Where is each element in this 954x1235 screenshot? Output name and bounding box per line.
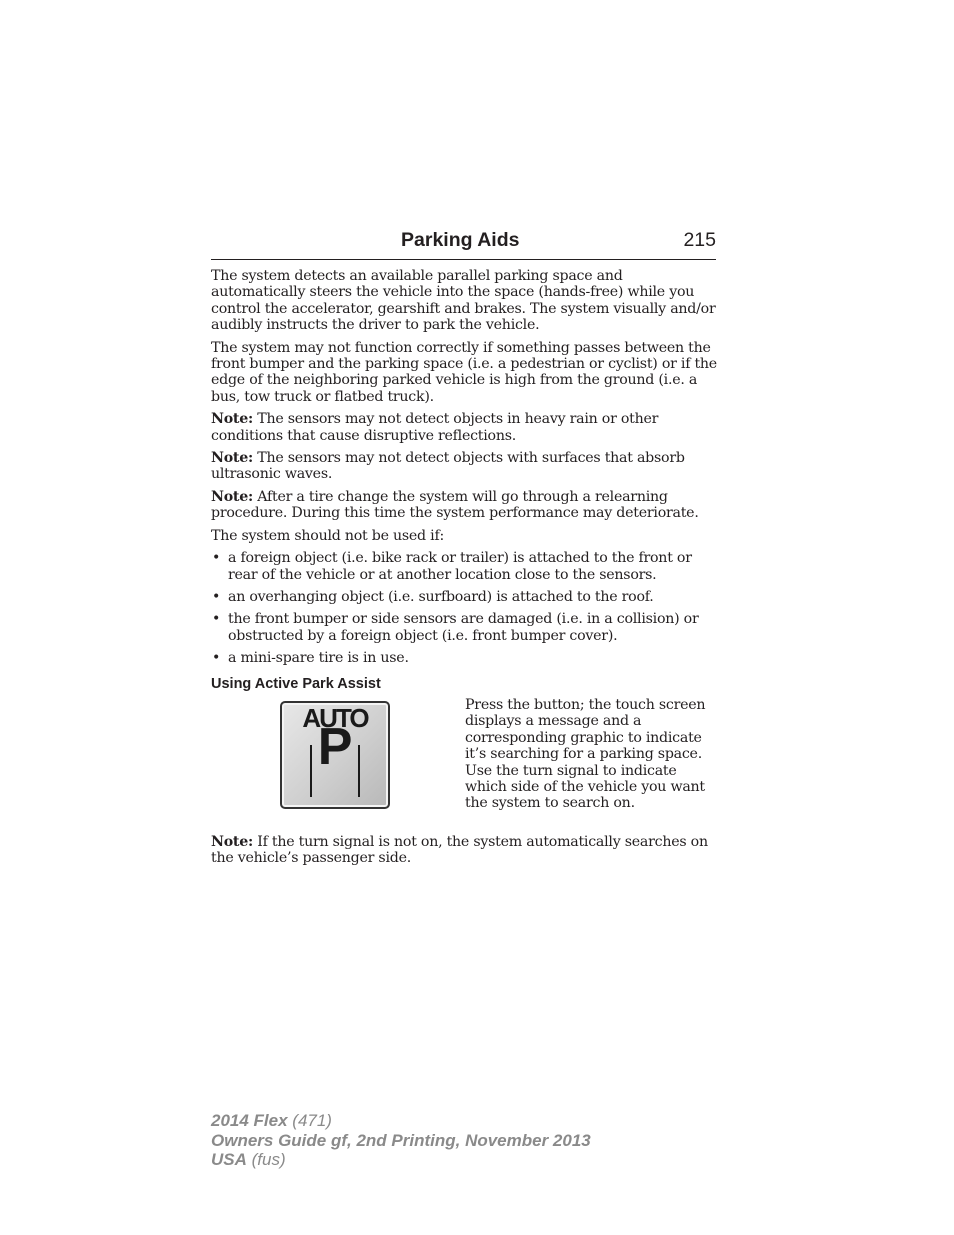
footer-model: 2014 Flex [211, 1111, 288, 1130]
page-header [211, 229, 716, 260]
footer-guide-line [211, 1131, 591, 1151]
list-item: • a mini-spare tire is in use. [211, 650, 721, 666]
note-label: Note: [211, 450, 253, 467]
note-text: The sensors may not detect objects with surfaces that absorb ultrasonic waves. [211, 450, 685, 483]
footer-market-line [211, 1150, 591, 1170]
note-text: If the turn signal is not on, the system automatically searches on the vehicle’s passenger side. [211, 833, 708, 867]
button-description: Press the button; the touch screen displays a message and a corresponding graphic to indicate it’s searching for a parking space. Use the turn signal to indicate which side of the vehicle you want the system to search on. [465, 696, 706, 812]
parking-p-icon [310, 717, 360, 797]
footer-model-line [211, 1111, 591, 1131]
note-text: After a tire change the system will go through a relearning procedure. During this time the system performance may deteriorate. [211, 488, 699, 522]
footer-market: USA [211, 1150, 247, 1169]
list-item: • an overhanging object (i.e. surfboard) is attached to the roof. [211, 589, 721, 605]
note [211, 411, 721, 444]
note [211, 489, 721, 522]
paragraph: The system detects an available parallel parking space and automatically steers the vehicle into the space (hands-free) while you control the accelerator, gearshift and brakes. The system visually and/or audibly instructs the driver to park the vehicle. [211, 268, 716, 334]
p-label: P [317, 717, 353, 776]
paragraph: The system may not function correctly if something passes between the front bumper and the parking space (i.e. a pedestrian or cyclist) or if the edge of the neighboring parked vehicle is high from the ground (i.e. a bus, tow truck or flatbed truck). [211, 339, 717, 405]
note [211, 834, 721, 867]
note-text: The sensors may not detect objects in heavy rain or other conditions that cause disruptive reflections. [211, 411, 659, 444]
list-item: • a foreign object (i.e. bike rack or trailer) is attached to the front or rear of the vehicle or at another location close to the sensors. [211, 550, 721, 583]
list-item: • the front bumper or side sensors are damaged (i.e. in a collision) or obstructed by a foreign object (i.e. front bumper cover). [211, 611, 721, 644]
chapter-title: Parking Aids [401, 229, 520, 251]
footer-guide: Owners Guide gf, 2nd Printing, November 2013 [211, 1130, 591, 1150]
note-label: Note: [211, 411, 253, 428]
note-label: Note: [211, 488, 253, 505]
page-number: 215 [683, 229, 716, 251]
footer-model-code: (471) [287, 1111, 332, 1130]
auto-label: AUTO [302, 702, 368, 733]
note-label: Note: [211, 833, 253, 850]
note [211, 450, 721, 483]
page-footer [211, 1111, 591, 1170]
auto-park-button-icon [280, 701, 390, 809]
button-explanation [211, 697, 721, 837]
list-intro: The system should not be used if: [211, 527, 444, 544]
page-body [211, 268, 721, 873]
footer-market-code: (fus) [246, 1150, 286, 1169]
section-heading: Using Active Park Assist [211, 675, 381, 692]
bullet-list [211, 550, 721, 666]
